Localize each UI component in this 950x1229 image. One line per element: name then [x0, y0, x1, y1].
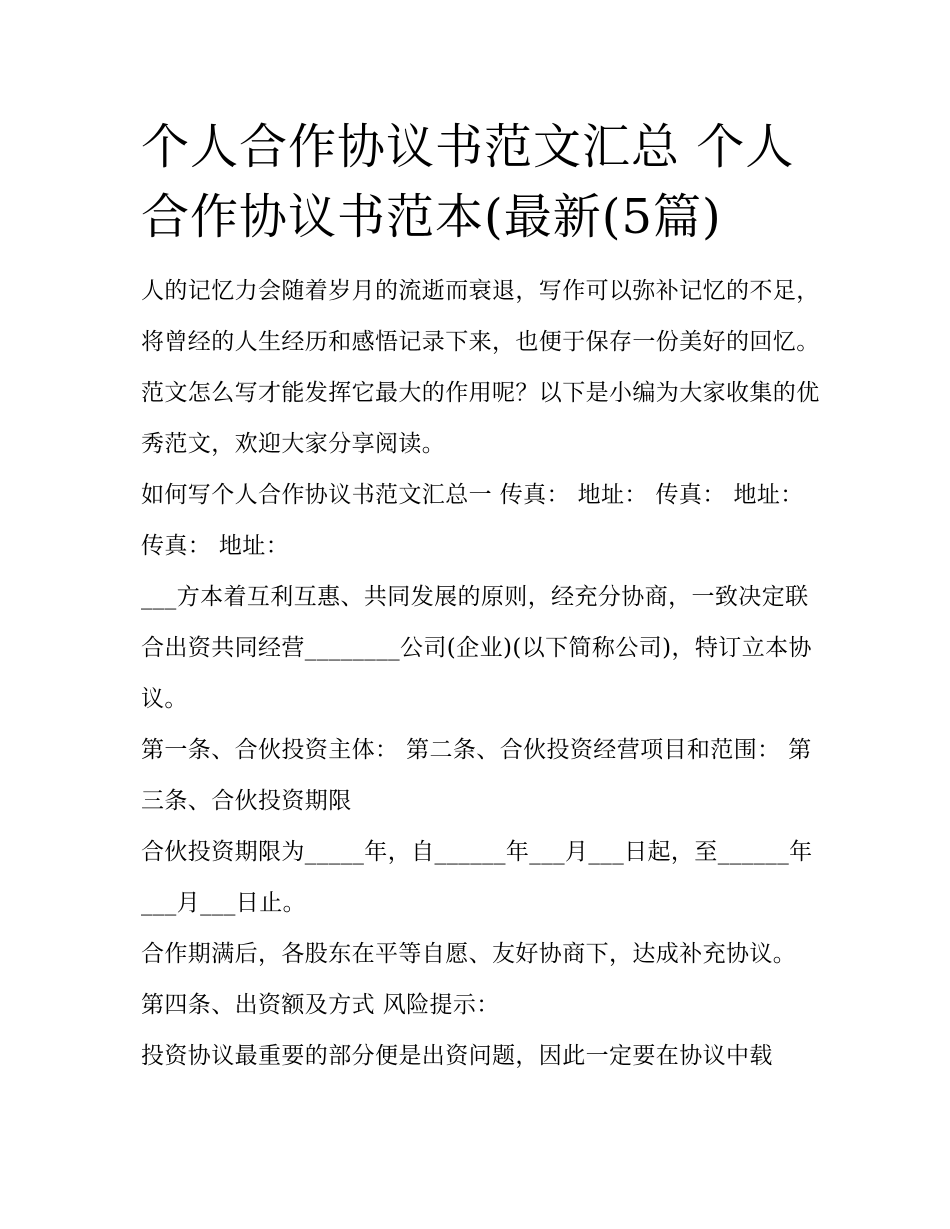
- paragraph-preamble: ___方本着互利互惠、共同发展的原则，经充分协商，一致决定联合出资共同经营________公司(企业)(以下简称公司)，特订立本协议。: [141, 584, 812, 712]
- document-page: [141, 112, 821, 1082]
- paragraph-contact-fields: 如何写个人合作协议书范文汇总一 传真： 地址： 传真： 地址： 传真： 地址：: [141, 482, 804, 559]
- paragraph-intro: 人的记忆力会随着岁月的流逝而衰退，写作可以弥补记忆的不足，将曾经的人生经历和感悟记录下来，也便于保存一份美好的回忆。范文怎么写才能发挥它最大的作用呢？以下是小编为大家收集的优秀范文，欢迎大家分享阅读。: [141, 278, 820, 457]
- document-title: 个人合作协议书范文汇总 个人合作协议书范本(最新(5篇): [141, 119, 795, 245]
- document-body: [141, 266, 821, 1082]
- paragraph-capital-contribution: 投资协议最重要的部分便是出资问题，因此一定要在协议中载: [141, 1043, 773, 1069]
- paragraph-articles-1-3: 第一条、合伙投资主体： 第二条、合伙投资经营项目和范围： 第三条、合伙投资期限: [141, 737, 812, 814]
- paragraph-investment-term: 合伙投资期限为_____年，自______年___月___日起，至______年___月___日止。: [141, 839, 813, 916]
- paragraph-term-expiry: 合作期满后，各股东在平等自愿、友好协商下，达成补充协议。 第四条、出资额及方式 风险提示：: [141, 941, 797, 1018]
